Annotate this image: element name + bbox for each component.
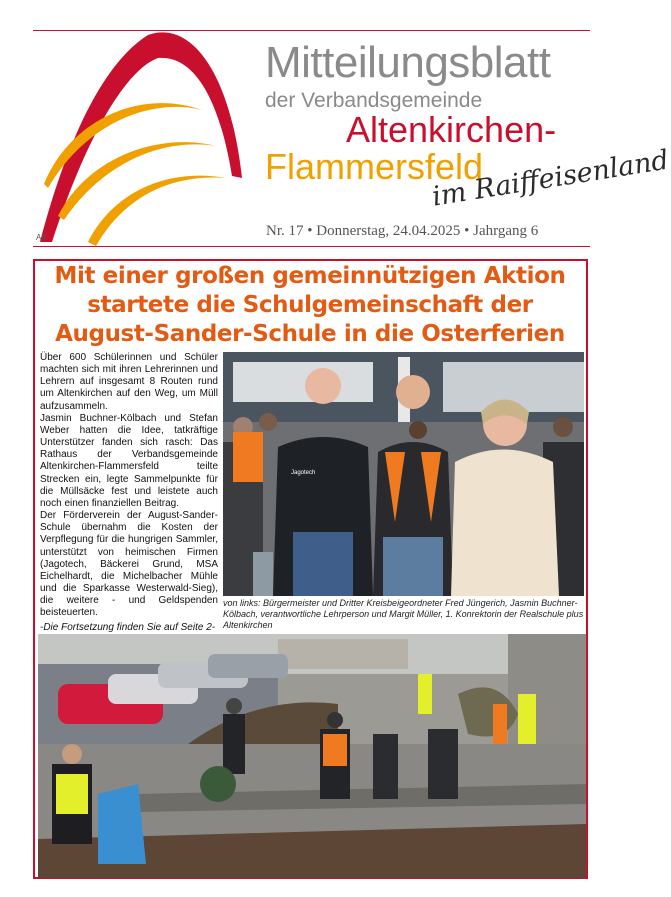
- masthead-slogan: im Raiffeisenland: [430, 144, 671, 213]
- masthead-name-line2: Flammersfeld: [265, 146, 484, 187]
- article-paragraph: Der Förderverein der August-Sander-Schule übernahm die Kosten der Verpflegung für die hungrigen Sammler, unterstützt von heimischen Firmen (Jagotech, Bäckerei Grund, MSA Eichelhardt, die Michelbacher Mühle und die Sparkasse Westerwald-Sieg), die weitere - und Geldspenden beisteuerten.: [40, 510, 218, 619]
- masthead-name-line1: Altenkirchen-: [346, 109, 557, 150]
- vg-logo: [30, 30, 255, 250]
- group-photo: [223, 352, 584, 596]
- article-paragraph: Jasmin Buchner-Kölbach und Stefan Weber hatten die Idee, tatkräftige Unterstützer fanden sich rasch: Das Rathaus der Verbandsgemeinde Altenkirchen-Flammersfeld teilte Strecken ein, legte Sammelpunkte für die Müllsäcke fest und leistete auch noch einen finanziellen Beitrag.: [40, 412, 218, 509]
- header-rule: [33, 246, 590, 247]
- article-headline: Mit einer großen gemeinnützigen Aktion startete die Schulgemeinschaft der August-Sander-Schule in die Osterferien: [54, 263, 566, 347]
- jacket-print-text: Jagotech: [291, 470, 316, 476]
- photo-caption: von links: Bürgermeister und Dritter Kreisbeigeordneter Fred Jüngerich, Jasmin Buchner-Kölbach, verantwortliche Lehrperson und Margit Müller, 1. Konrektorin der Realschule plus Altenkirchen: [223, 598, 584, 630]
- article-paragraph: Über 600 Schülerinnen und Schüler machten sich mit ihren Lehrerinnen und Lehrern auf insgesamt 8 Routen rund um Altenkirchen auf den Weg, um Müll aufzusammeln.: [40, 352, 218, 412]
- cleanup-photo: [38, 634, 586, 878]
- issue-line: Nr. 17 • Donnerstag, 24.04.2025 • Jahrgang 6: [266, 223, 539, 239]
- masthead-title: Mitteilungsblatt: [265, 38, 551, 87]
- article-body: [40, 352, 218, 635]
- continuation-note: -Die Fortsetzung finden Sie auf Seite 2-: [40, 622, 216, 634]
- logo-mark: AK: [36, 233, 47, 242]
- masthead-subtitle: der Verbandsgemeinde: [265, 89, 483, 112]
